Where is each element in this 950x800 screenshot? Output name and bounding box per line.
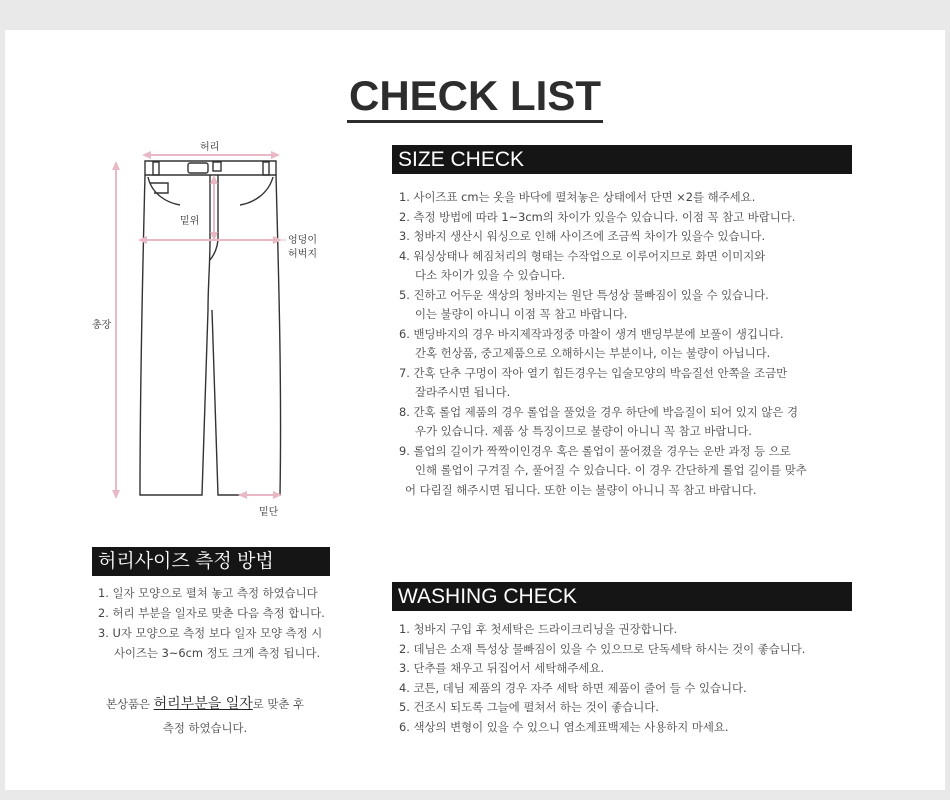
list-item: 5. 건조시 되도록 그늘에 펼쳐서 하는 것이 좋습니다. [399,700,659,714]
list-item-cont: 간혹 헌상품, 중고제품으로 오해하시는 부분이나, 이는 불량이 아닙니다. [415,346,771,360]
list-item: 1. 사이즈표 cm는 옷을 바닥에 펼쳐놓은 상태에서 단면 ×2를 해주세요. [399,190,756,204]
page-title: CHECK LIST [0,72,950,123]
list-item: 9. 롤업의 길이가 짝짝이인경우 혹은 롤업이 풀어졌을 경우는 운반 과정 등 으로 [399,443,791,458]
list-item-cont: 이는 불량이 아니니 이점 꼭 참고 바랍니다. [415,307,628,321]
washing-check-heading: WASHING CHECK [392,582,852,611]
hem-label: 밑단 [259,507,279,518]
list-item: 1. 청바지 구입 후 첫세탁은 드라이크리닝을 권장합니다. [399,622,678,636]
waist-note-line1: 본상품은 허리부분을 일자로 맞춘 후 [105,696,305,712]
length-label: 총장 [92,320,112,331]
pants-diagram [80,135,340,525]
rise-label: 밑위 [180,216,200,227]
waist-method-list [98,583,325,663]
size-check-heading: SIZE CHECK [392,145,852,174]
list-item: 4. 워싱상태나 헤짐처리의 형태는 수작업으로 이루어지므로 화면 이미지와 [399,248,766,263]
waist-method-heading: 허리사이즈 측정 방법 [92,547,330,576]
list-item: 2. 허리 부분을 일자로 맞춘 다음 측정 합니다. [98,606,325,620]
list-item: 3. 청바지 생산시 워싱으로 인해 사이즈에 조금씩 차이가 있을수 있습니다. [399,229,766,243]
list-item: 3. U자 모양으로 측정 보다 일자 모양 측정 시 [98,626,323,640]
waist-note-line2: 측정 하였습니다. [162,721,248,735]
list-item: 4. 코튼, 데님 제품의 경우 자주 세탁 하면 제품이 줄어 들 수 있습니다. [399,680,747,695]
list-item-cont: 잘라주시면 됩니다. [415,385,511,399]
waist-note-emphasis: 허리부분을 일자 [153,696,253,712]
list-item-cont: 어 다림질 해주시면 됩니다. 또한 이는 불량이 아니니 꼭 참고 바랍니다. [405,482,757,497]
list-item-cont: 우가 있습니다. 제품 상 특징이므로 불량이 아니니 꼭 참고 바랍니다. [415,424,752,438]
size-check-list [399,188,807,500]
list-item: 7. 간혹 단추 구멍이 작아 열기 힘든경우는 입술모양의 박음질선 안쪽을 조금만 [399,365,788,380]
list-item-cont: 인해 롤업이 구겨질 수, 풀어질 수 있습니다. 이 경우 간단하게 롤업 길이를 맞추 [415,463,807,477]
hip-label: 엉덩이 [288,235,317,246]
list-item-cont: 사이즈는 3~6cm 정도 크게 측정 됩니다. [114,646,321,660]
list-item-cont: 다소 차이가 있을 수 있습니다. [415,268,566,282]
list-item: 2. 데님은 소재 특성상 물빠짐이 있을 수 있으므로 단독세탁 하시는 것이 좋습니다. [399,641,806,656]
list-item: 6. 색상의 변형이 있을 수 있으니 염소계표백제는 사용하지 마세요. [399,719,729,734]
list-item: 5. 진하고 어두운 색상의 청바지는 원단 특성상 물빠짐이 있을 수 있습니다. [399,287,769,302]
list-item: 8. 간혹 롤업 제품의 경우 롤업을 풀었을 경우 하단에 박음질이 되어 있지 않은 경 [399,404,799,419]
list-item: 6. 밴딩바지의 경우 바지제작과정중 마찰이 생겨 밴딩부분에 보풀이 생깁니다. [399,326,784,341]
list-item: 1. 일자 모양으로 펼쳐 놓고 측정 하였습니다 [98,586,318,600]
waist-label: 허리 [200,142,220,153]
pants-outline [140,161,281,495]
waist-note [80,692,330,740]
list-item: 3. 단추를 채우고 뒤집어서 세탁해주세요. [399,661,605,675]
washing-check-list [399,620,805,737]
list-item: 2. 측정 방법에 따라 1~3cm의 차이가 있을수 있습니다. 이점 꼭 참고 바랍니다. [399,209,796,224]
thigh-label: 허벅지 [288,249,317,260]
